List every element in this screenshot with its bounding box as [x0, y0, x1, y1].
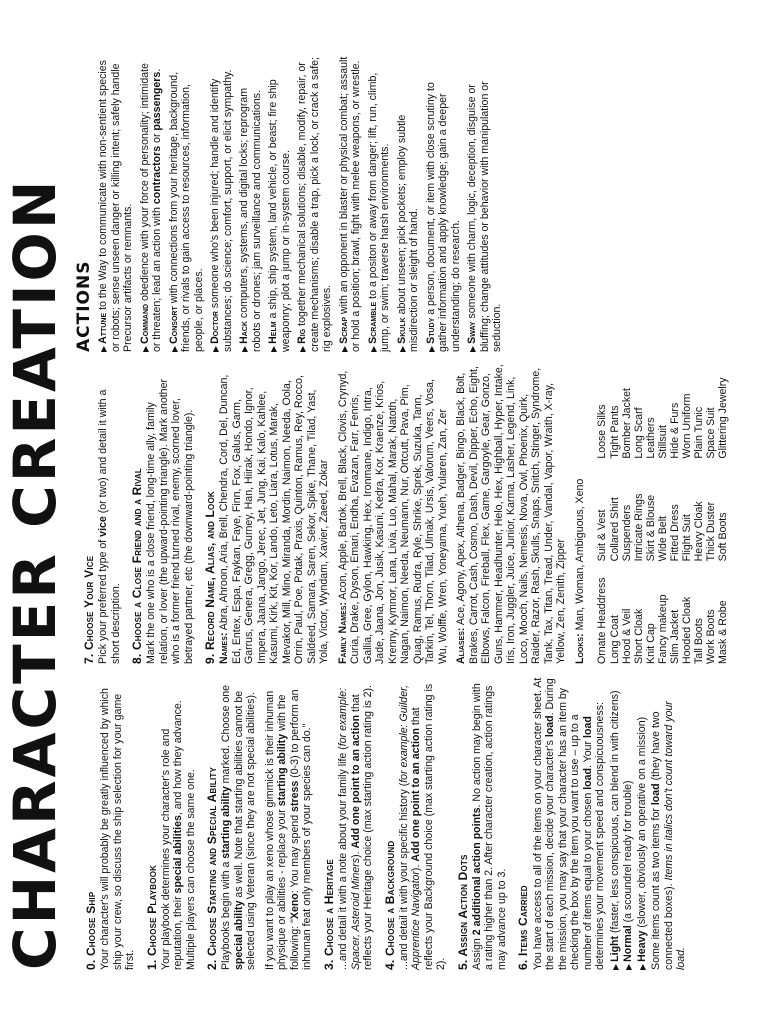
look-item: Glittering Jewelry — [717, 377, 730, 459]
bold-text: Add one point to an action — [410, 728, 423, 862]
section-vice — [82, 364, 122, 664]
action-desc: with connections from your heritage, background, friends, or rivals to gain access to resources, information, people, or places. — [167, 71, 205, 352]
section-heading: 4. Choose a Background — [382, 840, 397, 970]
text: as well. Note that starting abilities cannot be selected using Veteran (since they are not special abilities). — [232, 690, 258, 970]
section-body — [160, 676, 198, 970]
text: Assign — [470, 935, 483, 970]
section-body — [97, 364, 122, 664]
load-item-heavy — [636, 676, 649, 970]
look-item: Short Cloak — [632, 608, 645, 664]
look-item: Heavy Cloak — [692, 501, 705, 562]
text: You have access to all of the items on your character sheet. At the start of each mission, decide your character's — [531, 677, 557, 970]
bold-text: starting ability — [276, 733, 289, 807]
triangle-right-icon: ▶ — [169, 345, 179, 352]
action-desc: together mechanical solutions; disable, modify, repair, or create mechanisms; disable a trap, pick a lock, or crack a safe; rig explosives. — [296, 57, 334, 352]
text: . During the mission, you may say that your character has an item by checking the box by the item you want to use – up to a number of items equal to your chosen — [544, 678, 594, 970]
triangle-right-icon: ▶ — [298, 345, 308, 352]
italic-text: for example: Guilder, Apprentice Navigator — [397, 685, 423, 970]
aliases-values: Ace, Agony, Apex, Athena, Badger, Bingo, Black, Bolt, Brakes, Carrot, Cash, Cosmo, Dash, Devil, Dipper, Echo, Eight, Elbows, Falcon, Fireball, Flex, Game, Gargoyle, Gear, Gonzo, Guns, Hammer, Headhunter, Helo, Hex, Highball, Hyper, Intake, Iris, Iron, Juggler, Juice, Junior, Karma, Lasher, Legend, Link, Loco, Mooch, Nails, Nemesis, Nova, Owl, Phoenix, Quirk, Raider, Razor, Rash, Skulls, Snaps, Snitch, Stinger, Syndrome, Tank, Tax, Titan, Tread, Under, Vandal, Vapor, Wraith, X-ray, Yellow, Zen, Zenith, Zipper — [455, 364, 568, 664]
text: marked. Choose one — [220, 684, 233, 787]
text: If you want to play an xeno whose gimmick is their inhuman physique or abilities - replace your — [263, 690, 289, 970]
load-name: Heavy — [635, 930, 648, 962]
load-name: Normal — [622, 925, 635, 962]
action-name: Command — [138, 303, 151, 344]
section-body — [471, 676, 509, 970]
look-item: Hood & Veil — [620, 608, 633, 664]
look-items-column-3 — [596, 364, 729, 459]
action-name: Hack — [238, 321, 251, 344]
bold-text: load — [650, 783, 663, 806]
action-name: Attune — [97, 312, 110, 344]
action-item-skulk — [396, 56, 421, 352]
aliases-label: Aliases: — [455, 627, 468, 664]
text: ). — [349, 848, 362, 858]
section-heritage — [322, 676, 375, 970]
triangle-right-icon: ▶ — [269, 345, 279, 352]
look-item: Long Scarf — [632, 407, 645, 459]
bold-text: load — [544, 715, 557, 738]
load-name: Light — [608, 935, 621, 962]
triangle-right-icon: ▶ — [99, 345, 109, 352]
bold-text: load — [581, 716, 594, 738]
section-body: Your character's will probably be greatly influenced by which ship your crew, so discuss the ship selection for your game first. — [99, 688, 137, 970]
text: Your playbook determines your character's role and reputation, their — [159, 728, 185, 970]
triangle-right-icon: ▶ — [240, 345, 250, 352]
section-body — [220, 676, 258, 970]
section-heading: 3. Choose a Heritage — [321, 859, 336, 970]
text: (0-3) to perform an inhuman feat only members of your species can do." — [288, 689, 314, 970]
section-body — [398, 676, 448, 970]
look-item: Slim Jacket — [668, 609, 681, 664]
look-item: Hooded Cloak — [680, 596, 693, 664]
column-left — [76, 676, 690, 970]
text: Playbooks begin with a — [220, 858, 233, 970]
text: ...and detail it with your specific history ( — [397, 782, 410, 970]
text: with the following: " — [276, 694, 301, 970]
action-item-attune — [97, 56, 135, 352]
family-names-label: Family Names: — [336, 602, 349, 664]
names-label: Names: — [218, 632, 231, 664]
look-item: Intricate Rings — [632, 493, 645, 562]
triangle-right-icon: ▶ — [211, 345, 221, 352]
section-heading: 8. Choose a Close Friend and a Rival — [130, 468, 145, 664]
text: Pick your preferred type of — [97, 536, 110, 664]
bold-text: load — [581, 768, 594, 790]
look-item: Skirt & Blouse — [644, 494, 657, 562]
action-item-sway — [466, 56, 504, 352]
section-choose-playbook — [145, 676, 198, 970]
action-name: Sway — [466, 321, 479, 344]
triangle-right-icon: ▶ — [339, 345, 349, 352]
section-heading: 0. Choose Ship — [84, 891, 98, 970]
triangle-right-icon: ▶ — [368, 345, 378, 352]
load-desc: (slower, obviously an operative on a mission) — [635, 716, 648, 931]
look-item: Worn Uniform — [680, 393, 693, 459]
look-item: Fitted Dress — [668, 504, 681, 562]
section-friend-rival — [130, 364, 195, 664]
text: (they have two connected boxes). — [650, 711, 675, 970]
italic-text: for example: Spacer, Asteroid Miners — [337, 687, 362, 970]
action-desc: someone with charm, logic, deception, disguise or bluffing; change attitudes or behavior with manipulation or seduction. — [466, 81, 504, 352]
text: Some items count as two items for — [650, 805, 663, 970]
section-heading: 6. Items Carried — [516, 885, 531, 970]
bold-text: contractors — [151, 145, 164, 205]
action-desc: a ship, ship system, land vehicle, or beast; fire ship weaponry; plot a jump or in-system course. — [267, 79, 292, 352]
text: that reflects your Background choice (max starting action rating is 2). — [410, 683, 448, 970]
look-item: Tight Pants — [608, 405, 621, 459]
triangle-right-icon: ▶ — [397, 345, 407, 352]
look-items-column-2 — [596, 467, 729, 562]
look-item: Suspenders — [620, 504, 633, 562]
actions-list — [97, 56, 504, 352]
bold-text: Xeno — [288, 893, 301, 920]
section-heading: 9. Record Name, Alias, and Look — [203, 491, 218, 664]
bold-text: vice — [97, 516, 110, 537]
section-heading: 7. Choose Your Vice — [82, 555, 96, 664]
action-desc: computers, systems, and digital locks; reprogram robots or drones; jam surveillance and communications. — [238, 87, 263, 352]
column-middle — [74, 364, 729, 664]
load-item-normal — [622, 676, 635, 970]
section-heading: 2. Choose Starting and Special Ability — [205, 766, 220, 970]
triangle-right-icon: ▶ — [426, 345, 436, 352]
section-name-alias-look — [203, 364, 729, 664]
section-body: Mark the one who is a close friend, long-time ally, family relation, or lover (the upward-pointing triangle). Mark another who is a former friend turned rival, enemy, scorned lover, betrayed partner, etc (the downward-pointing triangle). — [145, 379, 195, 664]
text: that reflects your Heritage choice (max starting action rating is 2). — [349, 685, 375, 970]
action-name: Consort — [167, 306, 180, 344]
look-item: Fancy makeup — [656, 594, 669, 664]
section-body — [532, 676, 607, 970]
action-name: Helm — [267, 321, 280, 344]
text: (or two) and detail it with a short description. — [97, 389, 122, 664]
family-names-values: Acon, Apple, Bartok, Brell, Black, Clovis, Crynyd, Curia, Drake, Dyson, Emari, Endha, Evazan, Farr, Fenris, Gallia, Gree, Gylon, Hawking, Hex, Ironmane, Indigo, Intra, Jade, Jaana, Jon, Jusik, Kasuni, Kedra, Kor, Kraenze, Krios, Krenny, Kymnor, Lana, Livia, Luo, Mahal, Marak, Natoth, Nagan, Naimon, Needa, Neumann, Nur, Ortcutt, Pava, Pim, Quag, Ramus, Rudra, Ryle, Shrike, Sprek, Suzuka, Tann, Tarkin, Tel, Thorn, Tilad, Ulmak, Ursis, Valorum, Veers, Vosa, Wu, Wolffe, Wren, Yoneyama, Yueh, Yularen, Zan, Zer — [336, 370, 449, 664]
bold-text: passengers — [151, 71, 164, 131]
actions-heading: ACTIONS — [74, 260, 94, 352]
section-body — [337, 676, 375, 970]
look-item: Wide Belt — [656, 516, 669, 562]
load-item-light — [609, 676, 622, 970]
action-desc: a person, document, or item with close scrutiny to gather information and apply knowledge; gain a deeper understanding; do research. — [424, 82, 462, 352]
looks-list — [574, 364, 587, 664]
text: , and how they advance. Multiple players can choose the same one. — [172, 700, 197, 970]
bold-text: stress — [288, 780, 301, 812]
look-item: Bomber Jacket — [620, 388, 633, 459]
load-desc: (faster, less conspicuous, can blend in with citizens) — [608, 690, 621, 936]
look-item: Plain Tunic — [692, 406, 705, 459]
action-desc: to the Way to communicate with non-sentient species or robots; sense unseen danger or killing intent; safely handle Precursor artifacts or remnants. — [97, 60, 135, 352]
action-desc: to a positon or away from danger; lift, run, climb, jump, or swim; traverse harsh environments. — [366, 72, 392, 352]
bold-text: Add one point to an action — [349, 714, 362, 849]
look-item: Knit Cap — [644, 623, 657, 664]
action-item-study — [425, 56, 463, 352]
action-name: Scramble — [366, 301, 379, 344]
text: : You may spend — [288, 811, 301, 894]
text: ...and detail it with a note about your family life ( — [337, 746, 350, 970]
italic-text: Items in italics don't count toward your load. — [662, 701, 688, 970]
look-item: Work Boots — [705, 609, 718, 664]
look-item: Soft Boots — [717, 512, 730, 562]
triangle-right-icon: ▶ — [610, 963, 620, 970]
look-item: Loose Silks — [596, 404, 609, 459]
column-right — [74, 56, 508, 352]
section-heading: 5. Assign Action Dots — [455, 854, 470, 970]
text: . No action may begin with a rating higher than 2. After character creation, action ratings may advance up to 3. — [470, 683, 508, 970]
look-item: Hide & Furs — [668, 402, 681, 459]
action-item-rig — [296, 56, 334, 352]
action-name: Study — [424, 317, 437, 344]
text: determines your movement speed and conspicuousness: — [594, 702, 607, 970]
action-name: Rig — [296, 328, 309, 344]
look-item: Flight Suit — [680, 514, 693, 562]
family-names-list — [337, 364, 450, 664]
bold-text: special ability — [232, 900, 245, 970]
action-item-hack — [238, 56, 263, 352]
bold-text: starting ability — [220, 786, 233, 859]
action-desc: someone who's been injured; handle and identify substances; do science; comfort, support, or elicit sympathy. — [209, 69, 234, 352]
action-desc: about unseen; pick pockets; employ subtle misdirection or sleight of hand. — [395, 114, 421, 352]
look-items-grid — [596, 364, 729, 664]
look-item: Leathers — [644, 417, 657, 459]
triangle-right-icon: ▶ — [637, 963, 647, 970]
action-item-command — [139, 56, 164, 352]
look-item: Ornate Headdress — [596, 577, 609, 664]
page-title: CHARACTER CREATION — [1, 177, 69, 970]
text: ). — [410, 861, 423, 872]
section-heading: 1. Choose Playbook — [144, 864, 159, 970]
section-note — [650, 676, 688, 970]
bold-text: special abilities — [172, 815, 185, 894]
action-desc: . — [151, 68, 164, 72]
look-item: Stillsuit — [656, 425, 669, 459]
triangle-right-icon: ▶ — [468, 345, 478, 352]
names-values: Abra, Ahroon, Aria, Brell, Chendra, Cord, Del, Duncan, Ed, Entex, Espa, Faykan, Faye, Finn, Fox, Galus, Garm, Garrus, Genera, Gregg, Gurney, Han, Hiirak, Hondo, Ignor, Impera, Jaana, Jango, Jerec, Jet, Jung, Kai, Kalo, Kahlee, Kasumi, Kirk, Kit, Kor, Lando, Leto, Liara, Lotus, Marak, Mevakor, Mill, Mino, Miranda, Mordin, Naimon, Needa, Oola, Orrin, Paul, Poe, Potak, Praxis, Quinton, Ramus, Rey, Rocco, Saldeed, Samara, Saren, Sekor, Spike, Thane, Tilad, Yast, Yola, Victor, Wyndam, Xavier, Zaeed, Zokar — [218, 374, 331, 664]
look-item: Tall Boots — [692, 618, 705, 664]
look-item: Collared Shirt — [608, 497, 621, 562]
looks-label: Looks: — [573, 633, 586, 664]
section-starting-ability — [205, 676, 314, 970]
action-name: Doctor — [209, 311, 222, 344]
action-name: Scrap — [337, 316, 350, 344]
text: . Your — [581, 737, 594, 769]
look-item: Long Coat — [608, 615, 621, 664]
section-background — [383, 676, 448, 970]
action-name: Skulk — [395, 317, 408, 344]
action-desc: obedience with your force of personality; intimidate or threaten; lead an action with — [138, 63, 164, 352]
bold-text: 2 additional action points — [470, 807, 483, 936]
look-items-column-1 — [596, 569, 729, 664]
load-desc: (a scoundrel ready for trouble) — [622, 780, 635, 926]
look-item: Mask & Robe — [717, 600, 730, 664]
action-desc: with an opponent in blaster or physical combat; assault or hold a position; brawl, fight with melee weapons, or wrestle. — [337, 56, 363, 352]
looks-values: Man, Woman, Ambiguous, Xeno — [573, 478, 586, 634]
look-item: Thick Duster — [705, 501, 718, 562]
action-item-doctor — [209, 56, 234, 352]
action-item-helm — [267, 56, 292, 352]
action-item-consort — [168, 56, 206, 352]
section-choose-ship — [84, 676, 137, 970]
action-desc: or — [151, 130, 164, 146]
triangle-right-icon: ▶ — [140, 345, 150, 352]
look-item: Suit & Vest — [596, 509, 609, 562]
action-item-scrap — [338, 56, 363, 352]
action-item-scramble — [367, 56, 392, 352]
load-list — [609, 676, 649, 970]
section-items-carried — [516, 676, 687, 970]
look-item: Space Suit — [705, 407, 718, 459]
section-body — [264, 676, 314, 970]
triangle-right-icon: ▶ — [624, 963, 634, 970]
names-list — [218, 364, 331, 664]
section-action-dots — [456, 676, 509, 970]
aliases-list — [455, 364, 568, 664]
